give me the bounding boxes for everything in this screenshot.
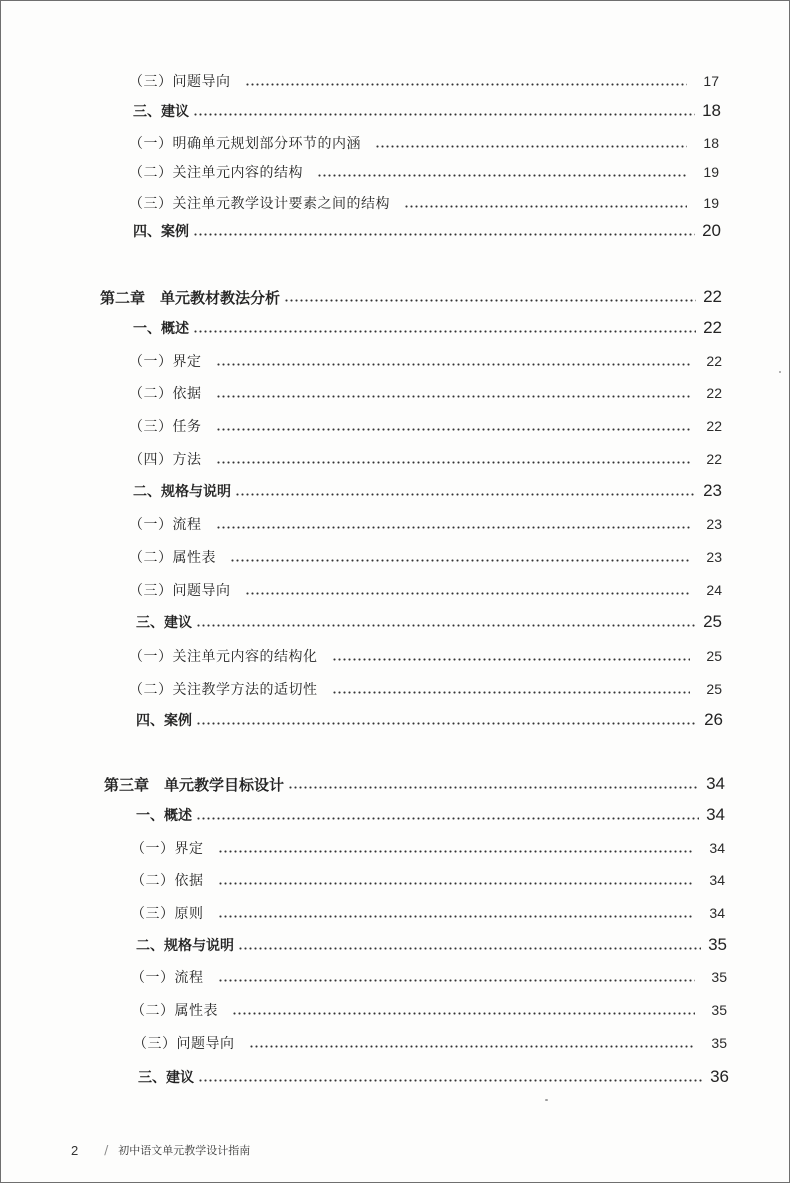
toc-entry-page: 23 xyxy=(706,516,722,532)
dot-leader xyxy=(232,1012,695,1015)
dot-leader xyxy=(284,299,696,302)
toc-entry-page: 35 xyxy=(711,1035,727,1051)
dot-leader xyxy=(198,1079,703,1082)
dot-leader xyxy=(196,722,697,725)
footer-separator: / xyxy=(104,1143,109,1157)
toc-entry-label: （一）界定 xyxy=(131,841,204,857)
chapter-title: 第三章 单元教学目标设计 xyxy=(104,775,285,794)
toc-entry[interactable] xyxy=(136,803,725,827)
toc-entry-label: （二）关注教学方法的适切性 xyxy=(129,682,318,698)
dot-leader xyxy=(218,850,694,853)
toc-entry-page: 24 xyxy=(706,582,722,598)
dot-leader xyxy=(216,461,691,464)
toc-entry-label: 四、案例 xyxy=(133,224,189,240)
toc-entry[interactable] xyxy=(136,708,723,732)
dot-leader xyxy=(196,624,696,627)
toc-entry-page: 20 xyxy=(702,221,721,240)
scan-speck xyxy=(545,1099,548,1101)
dot-leader xyxy=(332,691,691,694)
dot-leader xyxy=(193,113,695,116)
toc-entry-page: 23 xyxy=(706,549,722,565)
chapter-page: 22 xyxy=(703,287,722,306)
toc-entry-page: 22 xyxy=(703,318,722,337)
toc-entry-label: 二、规格与说明 xyxy=(133,484,231,500)
toc-entry-label: （二）关注单元内容的结构 xyxy=(129,165,303,181)
chapter-title: 第二章 单元教材教法分析 xyxy=(100,288,281,307)
toc-entry[interactable] xyxy=(129,578,722,602)
toc-entry-page: 17 xyxy=(703,73,719,89)
toc-entry-label: （三）原则 xyxy=(131,906,204,922)
toc-entry[interactable] xyxy=(129,414,722,438)
toc-entry-label: 三、建议 xyxy=(138,1070,194,1086)
toc-entry-page: 35 xyxy=(708,935,727,954)
toc-entry[interactable] xyxy=(129,160,719,184)
chapter-page: 34 xyxy=(706,774,725,793)
toc-entry[interactable] xyxy=(131,998,727,1022)
toc-entry[interactable] xyxy=(131,836,725,860)
toc-entry-page: 25 xyxy=(706,681,722,697)
toc-entry-label: 一、概述 xyxy=(133,321,189,337)
toc-entry[interactable] xyxy=(133,219,721,243)
toc-entry-label: （一）界定 xyxy=(129,354,202,370)
chapter-heading[interactable] xyxy=(104,772,725,796)
toc-entry-page: 22 xyxy=(706,385,722,401)
toc-entry-label: 一、概述 xyxy=(136,808,192,824)
toc-entry-page: 19 xyxy=(703,164,719,180)
toc-entry[interactable] xyxy=(131,965,727,989)
toc-entry-label: （二）属性表 xyxy=(131,1003,218,1019)
toc-entry[interactable] xyxy=(129,381,722,405)
dot-leader xyxy=(249,1045,696,1048)
toc-entry-label: （一）关注单元内容的结构化 xyxy=(129,649,318,665)
toc-entry-label: （四）方法 xyxy=(129,452,202,468)
toc-entry[interactable] xyxy=(131,901,725,925)
dot-leader xyxy=(216,526,691,529)
toc-entry-label: （一）流程 xyxy=(129,517,202,533)
footer-page-number: 2 xyxy=(71,1142,79,1158)
toc-entry-label: 四、案例 xyxy=(136,713,192,729)
dot-leader xyxy=(245,83,688,86)
dot-leader xyxy=(218,979,696,982)
toc-entry-label: 三、建议 xyxy=(136,615,192,631)
dot-leader xyxy=(404,205,687,208)
toc-entry[interactable] xyxy=(129,644,722,668)
toc-entry[interactable] xyxy=(133,1031,727,1055)
toc-entry[interactable] xyxy=(133,479,722,503)
toc-entry-page: 35 xyxy=(711,969,727,985)
toc-entry-label: （三）任务 xyxy=(129,419,202,435)
toc-entry[interactable] xyxy=(138,1065,729,1089)
toc-entry-label: （二）依据 xyxy=(129,386,202,402)
toc-entry-page: 18 xyxy=(703,135,719,151)
toc-entry[interactable] xyxy=(129,191,719,215)
toc-entry[interactable] xyxy=(129,677,722,701)
dot-leader xyxy=(216,428,691,431)
toc-entry-label: （三）问题导向 xyxy=(129,583,231,599)
toc-entry[interactable] xyxy=(133,99,721,123)
toc-entry-page: 34 xyxy=(709,905,725,921)
dot-leader xyxy=(216,363,691,366)
toc-entry-page: 22 xyxy=(706,418,722,434)
toc-entry-page: 36 xyxy=(710,1067,729,1086)
toc-entry[interactable] xyxy=(129,512,722,536)
toc-entry-page: 25 xyxy=(706,648,722,664)
dot-leader xyxy=(216,395,691,398)
toc-entry-page: 34 xyxy=(706,805,725,824)
toc-entry-label: （三）问题导向 xyxy=(133,1036,235,1052)
toc-entry-label: （一）明确单元规划部分环节的内涵 xyxy=(129,136,361,152)
toc-entry-label: （三）关注单元教学设计要素之间的结构 xyxy=(129,196,390,212)
dot-leader xyxy=(193,330,696,333)
scan-speck xyxy=(779,371,781,373)
dot-leader xyxy=(235,493,696,496)
toc-entry-page: 25 xyxy=(703,612,722,631)
toc-entry-page: 34 xyxy=(709,840,725,856)
toc-entry[interactable] xyxy=(136,933,727,957)
toc-entry-page: 26 xyxy=(704,710,723,729)
toc-entry-label: （二）属性表 xyxy=(129,550,216,566)
dot-leader xyxy=(317,174,687,177)
toc-entry-label: 三、建议 xyxy=(133,104,189,120)
page-footer xyxy=(71,1139,250,1161)
toc-entry[interactable] xyxy=(129,69,719,93)
toc-entry[interactable] xyxy=(133,316,722,340)
toc-entry-page: 23 xyxy=(703,481,722,500)
dot-leader xyxy=(230,559,690,562)
toc-entry-page: 34 xyxy=(709,872,725,888)
dot-leader xyxy=(332,658,691,661)
toc-entry-label: 二、规格与说明 xyxy=(136,938,234,954)
toc-entry[interactable] xyxy=(131,868,725,892)
toc-entry-page: 19 xyxy=(703,195,719,211)
dot-leader xyxy=(193,233,695,236)
dot-leader xyxy=(288,786,699,789)
toc-entry-page: 22 xyxy=(706,353,722,369)
footer-book-title: 初中语文单元教学设计指南 xyxy=(118,1144,251,1157)
toc-entry-label: （三）问题导向 xyxy=(129,74,231,90)
toc-entry-label: （二）依据 xyxy=(131,873,204,889)
toc-entry-label: （一）流程 xyxy=(131,970,204,986)
toc-entry[interactable] xyxy=(136,610,722,634)
toc-entry-page: 35 xyxy=(711,1002,727,1018)
dot-leader xyxy=(196,817,699,820)
toc-entry[interactable] xyxy=(129,131,719,155)
toc-entry[interactable] xyxy=(129,447,722,471)
toc-entry-page: 22 xyxy=(706,451,722,467)
toc-entry[interactable] xyxy=(129,545,722,569)
toc-entry[interactable] xyxy=(129,349,722,373)
dot-leader xyxy=(218,915,694,918)
dot-leader xyxy=(218,882,694,885)
dot-leader xyxy=(245,592,691,595)
dot-leader xyxy=(238,947,701,950)
dot-leader xyxy=(375,145,687,148)
toc-entry-page: 18 xyxy=(702,101,721,120)
chapter-heading[interactable] xyxy=(100,285,722,309)
